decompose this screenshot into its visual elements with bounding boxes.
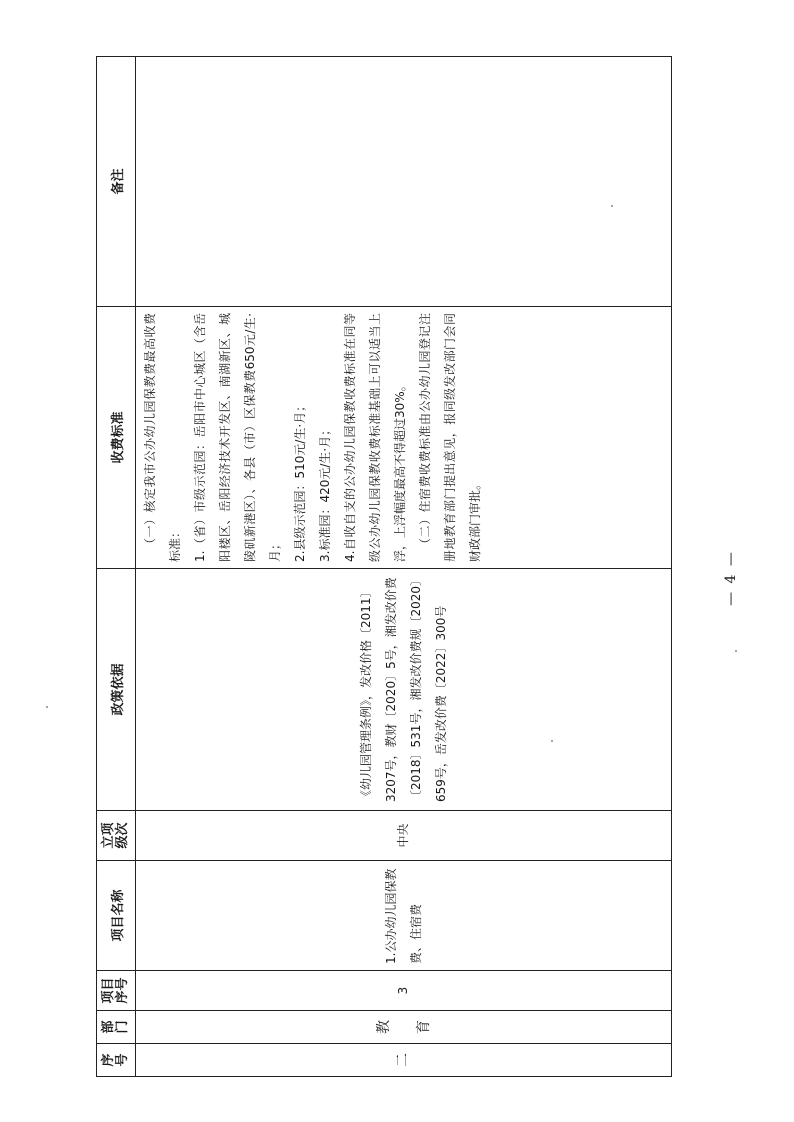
header-remarks: 备注 [97,57,136,307]
header-policy: 政策依据 [97,569,136,811]
cell-seq: 二 [136,1044,672,1077]
standard-paragraph: 3.标准园：420元/生·月； [318,423,332,562]
cell-project-name: 1.公办幼儿园保教费、住宿费 [136,861,672,971]
standard-paragraph: 1.（省）市级示范园：岳阳市中心城区（含岳阳楼区、岳阳经济技术开发区、南湖新区、城陵矶新港区）、各县（市）区保教费650元/生·月； [193,313,282,562]
header-row [97,57,136,1077]
standard-paragraph: 2.县级示范园：510元/生·月； [293,399,307,562]
cell-dept: 教 育 [136,1011,672,1044]
cell-level: 中央 [136,811,672,861]
rotated-table-container [96,57,672,1077]
cell-policy: 《幼儿园管理条例》，发改价格〔2011〕3207号，教财〔2020〕5号，湘发改价费〔2018〕531号，湘发改价费规〔2020〕659号，岳发改价费〔2022〕300号 [136,569,672,811]
standard-paragraph: 4.自收自支的公办幼儿园保教收费标准在同等级公办幼儿园保教收费标准基础上可以适当上浮，上浮幅度最高不得超过30%。 [343,313,407,562]
standard-paragraph: （二）住宿费收费标准由公办幼儿园登记注册地教育部门提出意见，报同级发改部门会同财政部门审批。 [418,313,482,562]
cell-standard [136,307,672,569]
scan-speck [735,650,737,652]
scan-speck [551,740,553,742]
scan-speck [611,205,613,207]
header-project-name: 项目名称 [97,861,136,971]
header-standard: 收费标准 [97,307,136,569]
page-number: — 4 — [722,550,739,606]
header-level: 立项 级次 [97,811,136,861]
fee-table [96,56,672,1077]
table-row [136,57,672,1077]
cell-remarks [136,57,672,307]
scan-speck [46,706,48,708]
cell-item-no: 3 [136,971,672,1011]
header-dept: 部 门 [97,1011,136,1044]
standard-paragraph: （一）核定我市公办幼儿园保教费最高收费标准： [143,313,182,562]
header-item-no: 项目 序号 [97,971,136,1011]
header-seq: 序 号 [97,1044,136,1077]
